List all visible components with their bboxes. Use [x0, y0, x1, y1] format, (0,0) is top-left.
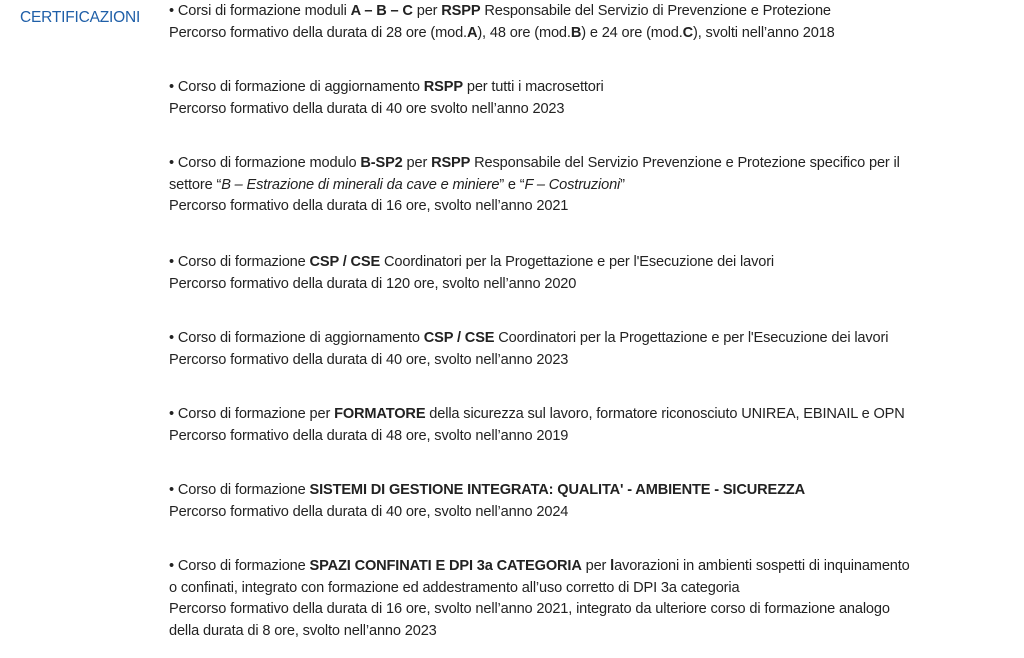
text-segment: Responsabile del Servizio di Prevenzione e Protezione [480, 3, 831, 19]
text-segment: • Corso di formazione [169, 254, 310, 270]
text-segment: per [412, 3, 442, 19]
italic-text: B – Estrazione di minerali da cave e miniere [221, 176, 500, 193]
bold-text: A – B – C [350, 3, 413, 19]
text-segment: ” [620, 176, 625, 193]
text-segment: • Corso di formazione [169, 558, 310, 574]
italic-text: F – Costruzioni [524, 176, 621, 193]
certification-title-line [169, 328, 888, 350]
certification-detail-line [169, 196, 900, 218]
certification-detail-line [169, 350, 888, 372]
text-segment: ), svolti nell’anno 2018 [693, 24, 835, 41]
text-segment: per [581, 558, 611, 574]
certification-title-line [169, 404, 905, 426]
certification-entry [169, 77, 604, 120]
certification-entry [169, 480, 805, 523]
text-segment: • Corso di formazione di aggiornamento [169, 79, 424, 95]
text-segment: settore “ [169, 176, 222, 193]
text-segment: Percorso formativo della durata di 40 ore, svolto nell’anno 2024 [169, 503, 569, 520]
bold-text: l [610, 558, 615, 574]
text-segment: Coordinatori per la Progettazione e per l'Esecuzione dei lavori [494, 330, 889, 346]
certification-detail-line [169, 274, 774, 296]
certification-detail-line [169, 99, 604, 121]
text-segment: della durata di 8 ore, svolto nell’anno 2023 [169, 622, 437, 639]
text-segment: Responsabile del Servizio Prevenzione e Protezione specifico per il [470, 155, 900, 171]
certification-detail-line [169, 502, 805, 524]
certification-title-line [169, 77, 604, 99]
text-segment: Percorso formativo della durata di 40 ore svolto nell’anno 2023 [169, 100, 565, 117]
text-segment: • Corso di formazione di aggiornamento [169, 330, 424, 346]
text-segment: Percorso formativo della durata di 16 ore, svolto nell’anno 2021 [169, 198, 569, 214]
certification-entry [169, 1, 835, 44]
certification-entry [169, 556, 910, 642]
text-segment: Percorso formativo della durata di 16 ore, svolto nell’anno 2021, integrato da ulteriore corso di formazione analogo [169, 601, 890, 617]
certification-title-line [169, 252, 774, 274]
certification-entry [169, 153, 900, 218]
certification-entry [169, 252, 774, 295]
text-segment: • Corso di formazione [169, 482, 310, 498]
text-segment: avorazioni in ambienti sospetti di inquinamento [614, 558, 910, 574]
bold-text: SISTEMI DI GESTIONE INTEGRATA: QUALITA' - AMBIENTE - SICUREZZA [309, 482, 805, 498]
bold-text: CSP / CSE [309, 254, 381, 270]
section-label: CERTIFICAZIONI [20, 9, 141, 26]
certification-detail-line [169, 175, 900, 197]
text-segment: o confinati, integrato con formazione ed addestramento all’uso corretto di DPI 3a categoria [169, 579, 740, 596]
certification-entry [169, 328, 888, 371]
bold-text: CSP / CSE [423, 330, 495, 346]
certification-title-line [169, 153, 900, 175]
bold-text: B-SP2 [360, 155, 403, 171]
text-segment: • Corsi di formazione moduli [169, 3, 351, 19]
certification-detail-line [169, 23, 835, 45]
certification-title-line [169, 556, 910, 578]
text-segment: Percorso formativo della durata di 28 ore (mod. [169, 24, 467, 41]
certification-detail-line [169, 426, 905, 448]
text-segment: Percorso formativo della durata di 48 ore, svolto nell’anno 2019 [169, 427, 569, 444]
certification-entry [169, 404, 905, 447]
text-segment: ” e “ [499, 176, 525, 193]
text-segment: della sicurezza sul lavoro, formatore riconosciuto UNIREA, EBINAIL e OPN [425, 406, 905, 422]
bold-text: RSPP [431, 155, 471, 171]
text-segment: per tutti i macrosettori [462, 79, 604, 95]
bold-text: RSPP [441, 3, 481, 19]
text-segment: Percorso formativo della durata di 120 ore, svolto nell’anno 2020 [169, 275, 577, 292]
text-segment: • Corso di formazione per [169, 406, 335, 422]
bold-text: A [466, 24, 478, 41]
bold-text: FORMATORE [334, 406, 426, 422]
certification-detail-line [169, 621, 910, 643]
bold-text: B [570, 24, 582, 41]
certification-title-line [169, 480, 805, 502]
text-segment: • Corso di formazione modulo [169, 155, 361, 171]
bold-text: RSPP [423, 79, 463, 95]
text-segment: per [402, 155, 432, 171]
text-segment: Coordinatori per la Progettazione e per l'Esecuzione dei lavori [380, 254, 775, 270]
bold-text: SPAZI CONFINATI E DPI 3a CATEGORIA [309, 558, 582, 574]
certification-title-line [169, 1, 835, 23]
text-segment: ), 48 ore (mod. [477, 24, 571, 41]
certification-detail-line [169, 578, 910, 600]
certification-detail-line [169, 599, 910, 621]
text-segment: Percorso formativo della durata di 40 ore, svolto nell’anno 2023 [169, 351, 569, 368]
text-segment: ) e 24 ore (mod. [581, 24, 683, 41]
bold-text: C [682, 24, 694, 41]
